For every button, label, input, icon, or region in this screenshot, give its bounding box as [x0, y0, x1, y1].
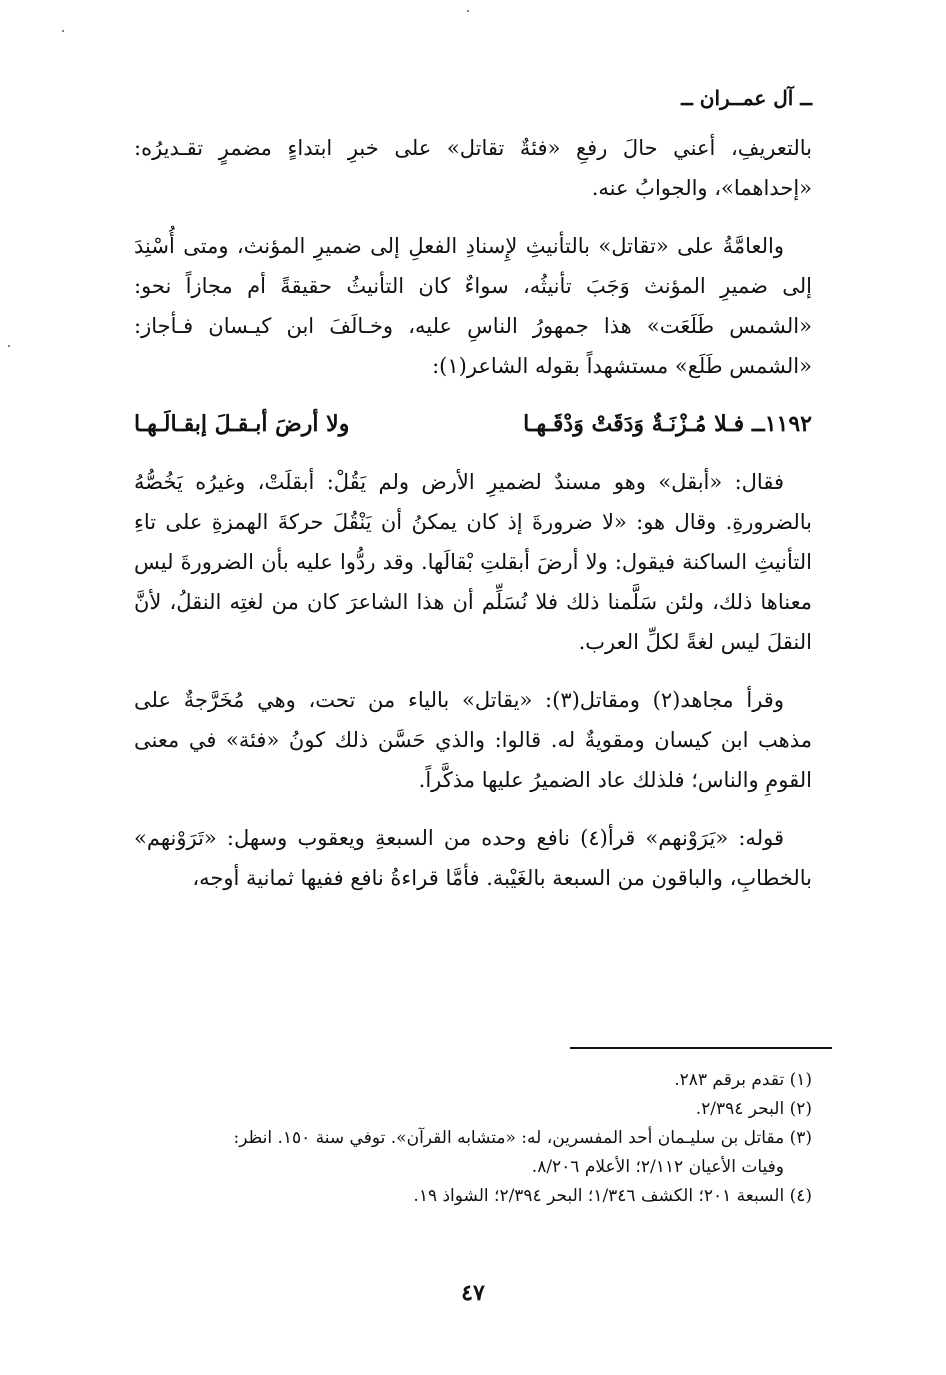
poetry-verse [134, 404, 812, 444]
scan-speck [62, 30, 64, 32]
paragraph: قوله: «يَرَوْنهم» قرأ(٤) نافع وحده من السبعةِ ويعقوب وسهل: «تَرَوْنهم» بالخطابِ، والباقون من السبعة بالغَيْبة. فأمَّا قراءةُ نافع ففيها ثمانية أوجه، [134, 826, 812, 890]
footnote: (٤) السبعة ٢٠١؛ الكشف ١/٣٤٦؛ البحر ٢/٣٩٤؛ الشواذ ١٩. [413, 1186, 812, 1206]
footnote-continuation: وفيات الأعيان ٢/١١٢؛ الأعلام ٨/٢٠٦. [531, 1157, 784, 1177]
footnotes [134, 1066, 812, 1211]
paragraph: بالتعريفِ، أعني حالَ رفعِ «فئةٌ تقاتل» على خبرِ ابتداءٍ مضمرٍ تقـديرُه: «إحداهما»، والجوابُ عنه. [134, 136, 812, 200]
running-head: ــ آل عمــران ــ [681, 86, 812, 110]
scan-speck [8, 345, 10, 347]
paragraph: وقرأ مجاهد(٢) ومقاتل(٣): «يقاتل» بالياء من تحت، وهي مُخَرَّجةٌ على مذهب ابن كيسان ومقويةٌ له. قالوا: والذي حَسَّن ذلك كونُ «فئة» في معنى القومِ والناس؛ فلذلك عاد الضميرُ عليها مذكَّراً. [134, 688, 812, 792]
footnote: (٢) البحر ٢/٣٩٤. [695, 1099, 812, 1119]
paragraph: فقال: «أبقل» وهو مسندٌ لضميرِ الأرض ولم يَقُلْ: أبقلَتْ، وغيرُه يَخُصُّهُ بالضرورةِ. وقال هو: «لا ضرورةَ إذ كان يمكنُ أن يَنْقُلَ حركةَ الهمزةِ على تاءِ التأنيثِ الساكنة فيقول: ولا أرضَ أبقلتِ بْقالَها. وقد ردُّوا عليه بأن الضرورةَ ليس معناها ذلك، ولئن سَلَّمنا ذلك فلا نُسَلِّم أن هذا الشاعرَ كان من لغتِه النقلُ، لأنَّ النقلَ ليس لغةً لكلِّ العرب. [134, 470, 812, 654]
footnote-separator [570, 1047, 832, 1049]
scan-speck [467, 10, 469, 12]
verse-second-hemistich: ولا أرضَ أبـقـلَ إبقـالَـهـا [134, 411, 350, 437]
main-text [134, 128, 812, 916]
page-number: ٤٧ [461, 1280, 485, 1306]
verse-first-hemistich: ١١٩٢ــ فـلا مُـزْنَـةٌ وَدَقَتْ وَدْقَـهـا [523, 411, 812, 437]
footnote: (١) تقدم برقم ٢٨٣. [674, 1070, 812, 1090]
paragraph: والعامَّةُ على «تقاتل» بالتأنيثِ لإِسنادِ الفعلِ إلى ضميرِ المؤنث، ومتى أُسْنِدَ إلى ضميرِ المؤنث وَجَبَ تأنيثُه، سواءٌ كان التأنيثُ حقيقةً أم مجازاً نحو: «الشمس طَلَعَت» هذا جمهورُ الناسِ عليه، وخـالَفَ ابن كيـسان فـأجاز: «الشمس طَلَع» مستشهداً بقوله الشاعر(١): [134, 234, 812, 378]
footnote: (٣) مقاتل بن سليـمان أحد المفسرين، له: «متشابه القرآن». توفي سنة ١٥٠. انظر: [233, 1128, 812, 1148]
